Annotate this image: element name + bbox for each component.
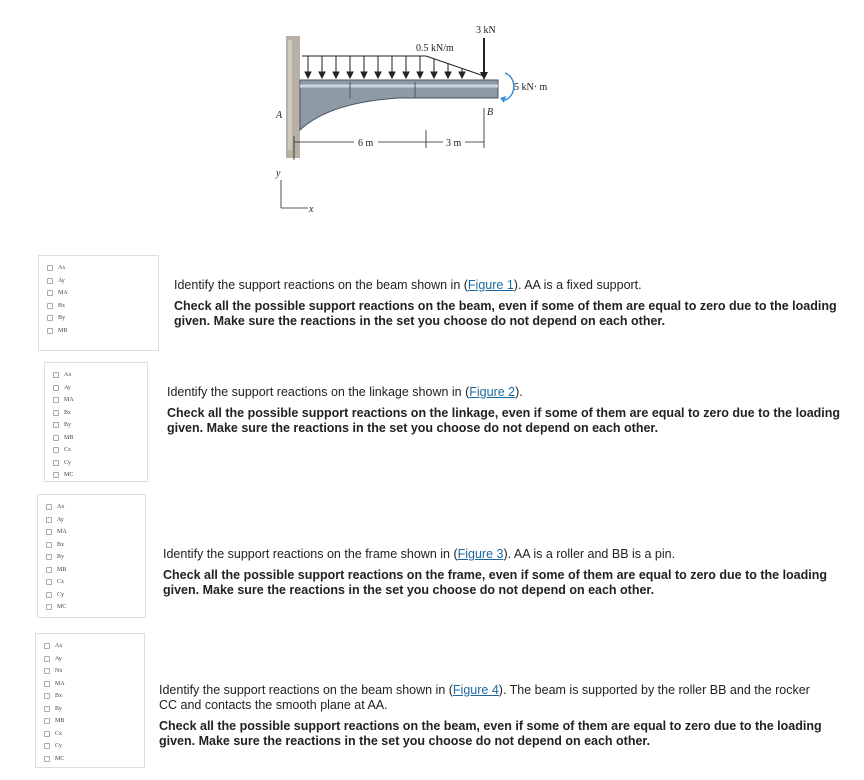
checkbox[interactable] [44,656,50,662]
option-label: Ax [55,643,63,650]
figure-2-link[interactable]: Figure 2 [469,385,516,399]
text-pre: Identify the support reactions on the beam shown in ( [159,683,453,697]
load-arrows [305,56,465,78]
checkbox[interactable] [46,542,52,548]
option-Ax[interactable] [53,369,147,382]
checkbox[interactable] [44,668,50,674]
question-instruction: Check all the possible support reactions on the beam, even if some of them are equal to zero due to the loading given. Make sure the reactions in the set you choose do not depend on each other. [159,719,822,748]
question-3 [163,547,843,604]
checkbox[interactable] [46,579,52,585]
question-instruction: Check all the possible support reactions on the frame, even if some of them are equal to zero due to the loading given. Make sure the reactions in the set you choose do not depend on each other. [163,568,828,597]
checkbox[interactable] [47,290,53,296]
option-label: Ay [64,384,71,391]
option-label: By [58,315,66,322]
option-label: MB [58,327,68,334]
moment-label: 5 kN· m [514,82,548,93]
option-label: Nx [55,668,63,675]
checkbox[interactable] [44,706,50,712]
wall-texture [288,40,292,150]
option-label: MC [57,604,67,611]
option-label: Cy [55,743,63,750]
option-Bx[interactable] [44,690,144,703]
option-label: Bx [55,693,63,700]
checkbox[interactable] [53,422,59,428]
checkbox[interactable] [53,385,59,391]
option-label: Cy [57,591,65,598]
option-label: Cx [55,730,63,737]
checkbox[interactable] [47,328,53,334]
option-Cx[interactable] [44,728,144,741]
text-pre: Identify the support reactions on the beam shown in ( [174,278,468,292]
option-Bx[interactable] [53,407,147,420]
option-label: MA [64,397,74,404]
option-label: MA [55,680,65,687]
dimension-6m: 6 m [358,138,374,149]
option-label: Ax [64,372,72,379]
question-instruction: Check all the possible support reactions on the beam, even if some of them are equal to zero due to the loading given. Make sure the reactions in the set you choose do not depend on each other. [174,299,837,328]
beam-figure [250,18,580,218]
question-2 [167,385,847,442]
option-label: By [64,422,72,429]
option-label: Ax [57,504,65,511]
question-4 [159,683,829,755]
option-label: By [57,554,65,561]
checkbox[interactable] [53,460,59,466]
option-MB[interactable] [53,432,147,445]
answer-checkbox-group-1 [38,255,159,351]
option-Cx[interactable] [46,576,145,589]
option-Ax[interactable] [47,262,158,275]
checkbox[interactable] [44,718,50,724]
checkbox[interactable] [47,265,53,271]
moment-arrow [505,73,514,100]
checkbox[interactable] [53,435,59,441]
option-Nx[interactable] [44,665,144,678]
checkbox[interactable] [46,517,52,523]
option-MC[interactable] [53,469,147,482]
option-MC[interactable] [44,753,144,766]
option-By[interactable] [46,551,145,564]
option-Ay[interactable] [47,275,158,288]
option-By[interactable] [44,703,144,716]
option-label: Ay [55,655,62,662]
checkbox[interactable] [47,303,53,309]
option-Cy[interactable] [46,589,145,602]
text-post: ). [515,385,523,399]
text-post: ). AA is a roller and BB is a pin. [503,547,676,561]
option-MB[interactable] [46,564,145,577]
option-By[interactable] [47,312,158,325]
dimension-3m: 3 m [446,138,462,149]
checkbox[interactable] [44,681,50,687]
option-label: MA [57,529,67,536]
checkbox[interactable] [44,643,50,649]
checkbox[interactable] [46,554,52,560]
option-label: MC [64,472,74,479]
option-label: MB [57,566,67,573]
option-Ay[interactable] [46,514,145,527]
question-text [174,278,844,293]
checkbox[interactable] [47,315,53,321]
checkbox[interactable] [44,743,50,749]
point-load-head [480,72,488,80]
option-label: Bx [58,302,66,309]
beam-diagram [250,18,580,218]
question-instruction: Check all the possible support reactions on the linkage, even if some of them are equal to zero due to the loading given. Make sure the reactions in the set you choose do not depend on each other. [167,406,841,435]
question-text [163,547,843,562]
option-MB[interactable] [47,325,158,338]
checkbox[interactable] [46,504,52,510]
question-1 [174,278,844,335]
option-label: MB [64,434,74,441]
option-label: Cx [64,447,72,454]
checkbox[interactable] [46,604,52,610]
option-MA[interactable] [47,287,158,300]
text-post: ). AA is a fixed support. [513,278,642,292]
figure-4-link[interactable]: Figure 4 [452,683,499,697]
option-label: Bx [57,541,65,548]
question-text [167,385,847,400]
option-Ax[interactable] [46,501,145,514]
checkbox[interactable] [46,592,52,598]
option-label: MC [55,755,65,762]
option-label: Ax [58,265,66,272]
label-B: B [487,107,494,118]
option-Ax[interactable] [44,640,144,653]
answer-checkbox-group-2 [44,362,148,482]
option-label: Cy [64,459,72,466]
checkbox[interactable] [44,693,50,699]
answer-checkbox-group-4 [35,633,145,768]
checkbox[interactable] [47,278,53,284]
option-label: By [55,705,63,712]
option-label: Ay [57,516,64,523]
checkbox[interactable] [46,567,52,573]
checkbox[interactable] [53,397,59,403]
option-Bx[interactable] [47,300,158,313]
checkbox[interactable] [46,529,52,535]
option-label: Bx [64,409,72,416]
option-MC[interactable] [46,601,145,614]
question-text [159,683,829,713]
checkbox[interactable] [53,472,59,478]
answer-checkbox-group-3 [37,494,146,618]
text-pre: Identify the support reactions on the linkage shown in ( [167,385,470,399]
option-By[interactable] [53,419,147,432]
label-A: A [276,110,283,121]
checkbox[interactable] [53,447,59,453]
checkbox[interactable] [53,372,59,378]
option-label: Ay [58,277,65,284]
option-MA[interactable] [44,678,144,691]
figure-1-link[interactable]: Figure 1 [467,278,514,292]
distributed-load-label: 0.5 kN/m [416,43,454,54]
option-label: Cx [57,579,65,586]
option-MB[interactable] [44,715,144,728]
point-load-label: 3 kN [476,25,496,36]
option-label: MB [55,718,65,725]
option-MA[interactable] [46,526,145,539]
axis-x-label: x [309,204,314,215]
option-Bx[interactable] [46,539,145,552]
text-post: ). The beam is supported by the roller BB and the rocker CC and contacts the smooth plane at AA. [159,683,810,712]
checkbox[interactable] [44,756,50,762]
option-Ay[interactable] [44,653,144,666]
figure-3-link[interactable]: Figure 3 [457,547,504,561]
checkbox[interactable] [53,410,59,416]
axis-y-label: y [276,168,281,179]
option-Cx[interactable] [53,444,147,457]
text-pre: Identify the support reactions on the frame shown in ( [163,547,458,561]
option-Cy[interactable] [44,740,144,753]
option-Cy[interactable] [53,457,147,470]
option-label: MA [58,290,68,297]
checkbox[interactable] [44,731,50,737]
option-Ay[interactable] [53,382,147,395]
option-MA[interactable] [53,394,147,407]
